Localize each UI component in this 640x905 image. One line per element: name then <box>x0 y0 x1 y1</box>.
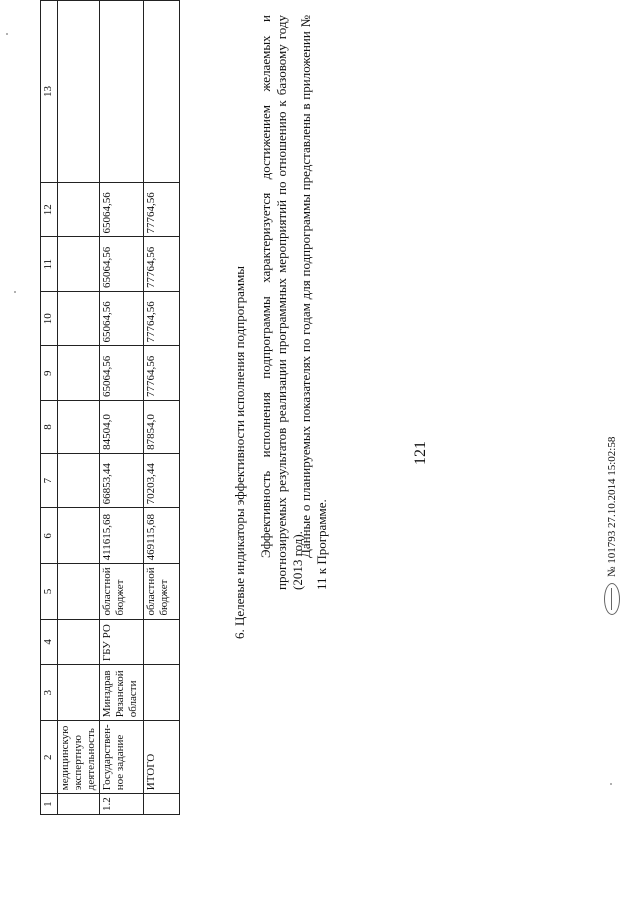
col-header: 5 <box>41 564 58 619</box>
cell-value: 66853,44 <box>100 453 144 508</box>
cell-source: областной бюджет <box>100 564 144 619</box>
cell-value: 65064,56 <box>100 291 144 346</box>
cell-value: 84504,0 <box>100 400 144 453</box>
footer <box>604 437 620 615</box>
cell-name: ИТОГО <box>144 721 180 794</box>
cell-empty <box>58 508 100 564</box>
col-header: 3 <box>41 665 58 721</box>
cell-num: 1.2 <box>100 794 144 815</box>
cell-value: 87854,0 <box>144 400 180 453</box>
col-header: 11 <box>41 237 58 292</box>
table-header-row <box>41 1 58 815</box>
cell-total: 411615,68 <box>100 508 144 564</box>
cell-recipient: ГБУ РО <box>100 619 144 665</box>
cell-value: 77764,56 <box>144 291 180 346</box>
cell-empty <box>58 291 100 346</box>
col-header: 7 <box>41 453 58 508</box>
cell-value: 77764,56 <box>144 346 180 401</box>
cell-empty <box>144 794 180 815</box>
col-header: 6 <box>41 508 58 564</box>
cell-empty <box>58 564 100 619</box>
col-header: 4 <box>41 619 58 665</box>
scan-artifact <box>14 291 16 293</box>
budget-table <box>40 0 180 815</box>
table-row <box>100 1 144 815</box>
cell-empty <box>58 182 100 237</box>
col-header: 2 <box>41 721 58 794</box>
cell-empty <box>58 794 100 815</box>
cell-empty <box>58 400 100 453</box>
cell-source: областной бюджет <box>144 564 180 619</box>
cell-value: 65064,56 <box>100 182 144 237</box>
cell-empty <box>144 665 180 721</box>
section-title: 6. Целевые индикаторы эффективности исполнения подпрограммы <box>232 265 247 640</box>
col-header: 13 <box>41 1 58 183</box>
cell-empty <box>58 453 100 508</box>
cell-empty <box>58 237 100 292</box>
table-row <box>58 1 100 815</box>
cell-name: Государствен-ное задание <box>100 721 144 794</box>
cell-value: 77764,56 <box>144 237 180 292</box>
cell-total: 469115,68 <box>144 508 180 564</box>
cell-executor: Минздрав Рязанской области <box>100 665 144 721</box>
col-header: 10 <box>41 291 58 346</box>
cell-empty <box>144 619 180 665</box>
cell-value: 65064,56 <box>100 346 144 401</box>
page-number: 121 <box>412 441 429 465</box>
col-header: 1 <box>41 794 58 815</box>
cell-empty <box>58 665 100 721</box>
cell-result <box>100 1 144 183</box>
col-header: 9 <box>41 346 58 401</box>
cell-empty <box>144 1 180 183</box>
cell-name: медицинскую экспертную деятельность <box>58 721 100 794</box>
stamp-icon <box>604 583 620 615</box>
scan-artifact <box>6 33 8 35</box>
paragraph: Эффективность исполнения подпрограммы характеризуется достижением желаемых и прогнозируемых результатов реализации программных мероприятий по отношению к базовому году (2013 год). <box>258 15 305 590</box>
col-header: 8 <box>41 400 58 453</box>
cell-empty <box>58 346 100 401</box>
cell-value: 70203,44 <box>144 453 180 508</box>
table-row-total <box>144 1 180 815</box>
doc-registration-id: № 101793 27.10.2014 15:02:58 <box>606 436 618 577</box>
cell-empty <box>58 619 100 665</box>
cell-empty <box>58 1 100 183</box>
cell-value: 65064,56 <box>100 237 144 292</box>
col-header: 12 <box>41 182 58 237</box>
cell-value: 77764,56 <box>144 182 180 237</box>
paragraph: Данные о планируемых показателях по годам для подпрограммы представлены в приложении № 11 к Программе. <box>298 15 329 590</box>
scan-artifact <box>610 783 612 785</box>
